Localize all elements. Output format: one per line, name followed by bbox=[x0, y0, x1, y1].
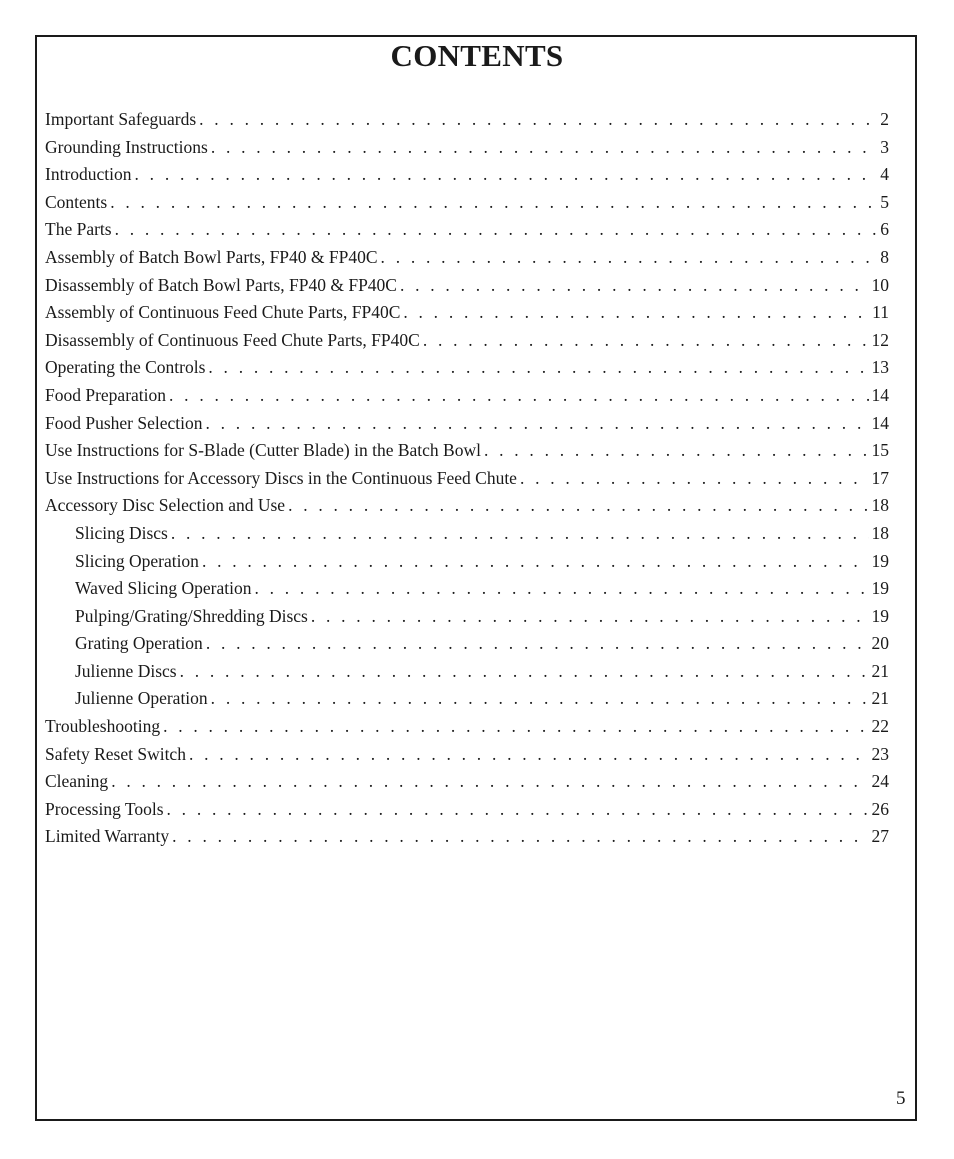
toc-entry-label: Grounding Instructions bbox=[45, 136, 208, 157]
dot-leader bbox=[135, 161, 878, 189]
dot-leader bbox=[423, 327, 869, 355]
toc-entry-label: Julienne Operation bbox=[75, 688, 208, 709]
toc-entry-page: 23 bbox=[871, 743, 889, 764]
toc-entry-label: Operating the Controls bbox=[45, 357, 206, 378]
toc-entry[interactable] bbox=[45, 134, 889, 162]
toc-entry-label: Slicing Operation bbox=[75, 550, 199, 571]
toc-entry-page: 11 bbox=[872, 302, 889, 323]
toc-entry[interactable] bbox=[45, 382, 889, 410]
toc-entry-label: Food Pusher Selection bbox=[45, 412, 203, 433]
toc-entry-label: Grating Operation bbox=[75, 633, 203, 654]
toc-entry[interactable] bbox=[45, 216, 889, 244]
toc-entry-page: 26 bbox=[871, 798, 889, 819]
toc-entry[interactable] bbox=[45, 410, 889, 438]
dot-leader bbox=[211, 685, 869, 713]
toc-entry[interactable] bbox=[45, 520, 889, 548]
toc-entry-page: 20 bbox=[871, 633, 889, 654]
toc-entry-label: Accessory Disc Selection and Use bbox=[45, 495, 286, 516]
toc-entry-page: 22 bbox=[871, 716, 889, 737]
dot-leader bbox=[180, 658, 869, 686]
toc-entry-page: 19 bbox=[871, 578, 889, 599]
toc-entry-page: 5 bbox=[880, 191, 889, 212]
dot-leader bbox=[403, 299, 869, 327]
toc-entry[interactable] bbox=[45, 796, 889, 824]
toc-entry-label: Important Safeguards bbox=[45, 109, 197, 129]
page-title: CONTENTS bbox=[390, 38, 564, 73]
toc-entry[interactable] bbox=[45, 299, 889, 327]
dot-leader bbox=[199, 106, 877, 134]
toc-entry-page: 3 bbox=[880, 136, 889, 157]
dot-leader bbox=[400, 272, 869, 300]
toc-entry-label: Waved Slicing Operation bbox=[75, 578, 252, 599]
toc-entry-page: 14 bbox=[871, 412, 889, 433]
page-number: 5 bbox=[896, 1088, 906, 1109]
toc-entry-page: 18 bbox=[871, 522, 889, 543]
toc-entry-page: 17 bbox=[871, 467, 889, 488]
dot-leader bbox=[211, 134, 877, 162]
dot-leader bbox=[520, 465, 869, 493]
toc-entry-page: 19 bbox=[871, 605, 889, 626]
toc-entry[interactable] bbox=[45, 244, 889, 272]
toc-entry-page: 2 bbox=[880, 109, 889, 129]
toc-entry-label: Introduction bbox=[45, 164, 132, 185]
toc-entry[interactable] bbox=[45, 327, 889, 355]
toc-entry-label: Julienne Discs bbox=[75, 660, 177, 681]
toc-entry-page: 24 bbox=[871, 771, 889, 792]
dot-leader bbox=[167, 796, 869, 824]
toc-entry-page: 4 bbox=[880, 164, 889, 185]
dot-leader bbox=[484, 437, 869, 465]
toc-entry[interactable] bbox=[45, 106, 889, 134]
toc-entry-page: 19 bbox=[871, 550, 889, 571]
toc-entry[interactable] bbox=[45, 161, 889, 189]
toc-entry-label: Troubleshooting bbox=[45, 716, 161, 737]
toc-entry-label: Disassembly of Continuous Feed Chute Parts, FP40C bbox=[45, 329, 420, 350]
toc-entry[interactable] bbox=[45, 630, 889, 658]
dot-leader bbox=[206, 410, 869, 438]
toc-entry-page: 8 bbox=[880, 246, 889, 267]
toc-entry[interactable] bbox=[45, 575, 889, 603]
table-of-contents bbox=[45, 106, 889, 851]
dot-leader bbox=[115, 216, 878, 244]
toc-entry-label: Disassembly of Batch Bowl Parts, FP40 & FP40C bbox=[45, 274, 397, 295]
toc-entry[interactable] bbox=[45, 437, 889, 465]
dot-leader bbox=[202, 548, 869, 576]
toc-entry-page: 12 bbox=[871, 329, 889, 350]
dot-leader bbox=[288, 492, 868, 520]
toc-entry-page: 15 bbox=[871, 440, 889, 461]
toc-entry[interactable] bbox=[45, 741, 889, 769]
toc-entry[interactable] bbox=[45, 548, 889, 576]
toc-entry[interactable] bbox=[45, 768, 889, 796]
toc-entry-page: 6 bbox=[880, 219, 889, 240]
toc-entry-label: Cleaning bbox=[45, 771, 109, 792]
toc-entry[interactable] bbox=[45, 492, 889, 520]
toc-entry-page: 14 bbox=[871, 384, 889, 405]
toc-entry-page: 13 bbox=[871, 357, 889, 378]
dot-leader bbox=[208, 354, 868, 382]
toc-entry-label: Contents bbox=[45, 191, 108, 212]
dot-leader bbox=[254, 575, 868, 603]
dot-leader bbox=[111, 768, 868, 796]
dot-leader bbox=[172, 823, 868, 851]
dot-leader bbox=[171, 520, 869, 548]
toc-entry[interactable] bbox=[45, 823, 889, 851]
toc-entry[interactable] bbox=[45, 465, 889, 493]
dot-leader bbox=[110, 189, 877, 217]
toc-entry-label: Assembly of Batch Bowl Parts, FP40 & FP40C bbox=[45, 246, 378, 267]
toc-entry[interactable] bbox=[45, 658, 889, 686]
toc-entry-label: The Parts bbox=[45, 219, 112, 240]
toc-entry-label: Limited Warranty bbox=[45, 826, 170, 847]
toc-entry-page: 27 bbox=[871, 826, 889, 847]
dot-leader bbox=[381, 244, 878, 272]
toc-entry[interactable] bbox=[45, 189, 889, 217]
toc-entry-label: Use Instructions for Accessory Discs in the Continuous Feed Chute bbox=[45, 467, 517, 488]
toc-entry-page: 18 bbox=[871, 495, 889, 516]
toc-entry-label: Food Preparation bbox=[45, 384, 167, 405]
dot-leader bbox=[206, 630, 869, 658]
toc-entry-label: Slicing Discs bbox=[75, 522, 168, 543]
toc-entry-label: Assembly of Continuous Feed Chute Parts, FP40C bbox=[45, 302, 401, 323]
toc-entry[interactable] bbox=[45, 272, 889, 300]
toc-entry-label: Pulping/Grating/Shredding Discs bbox=[75, 605, 308, 626]
toc-entry[interactable] bbox=[45, 685, 889, 713]
toc-entry-page: 21 bbox=[871, 688, 889, 709]
toc-entry-label: Use Instructions for S-Blade (Cutter Blade) in the Batch Bowl bbox=[45, 440, 481, 461]
toc-entry-label: Safety Reset Switch bbox=[45, 743, 186, 764]
dot-leader bbox=[163, 713, 868, 741]
toc-entry[interactable] bbox=[45, 713, 889, 741]
toc-entry-page: 10 bbox=[871, 274, 889, 295]
dot-leader bbox=[311, 603, 869, 631]
toc-entry-label: Processing Tools bbox=[45, 798, 164, 819]
toc-entry[interactable] bbox=[45, 354, 889, 382]
dot-leader bbox=[189, 741, 869, 769]
toc-entry[interactable] bbox=[45, 603, 889, 631]
dot-leader bbox=[169, 382, 868, 410]
toc-entry-page: 21 bbox=[871, 660, 889, 681]
